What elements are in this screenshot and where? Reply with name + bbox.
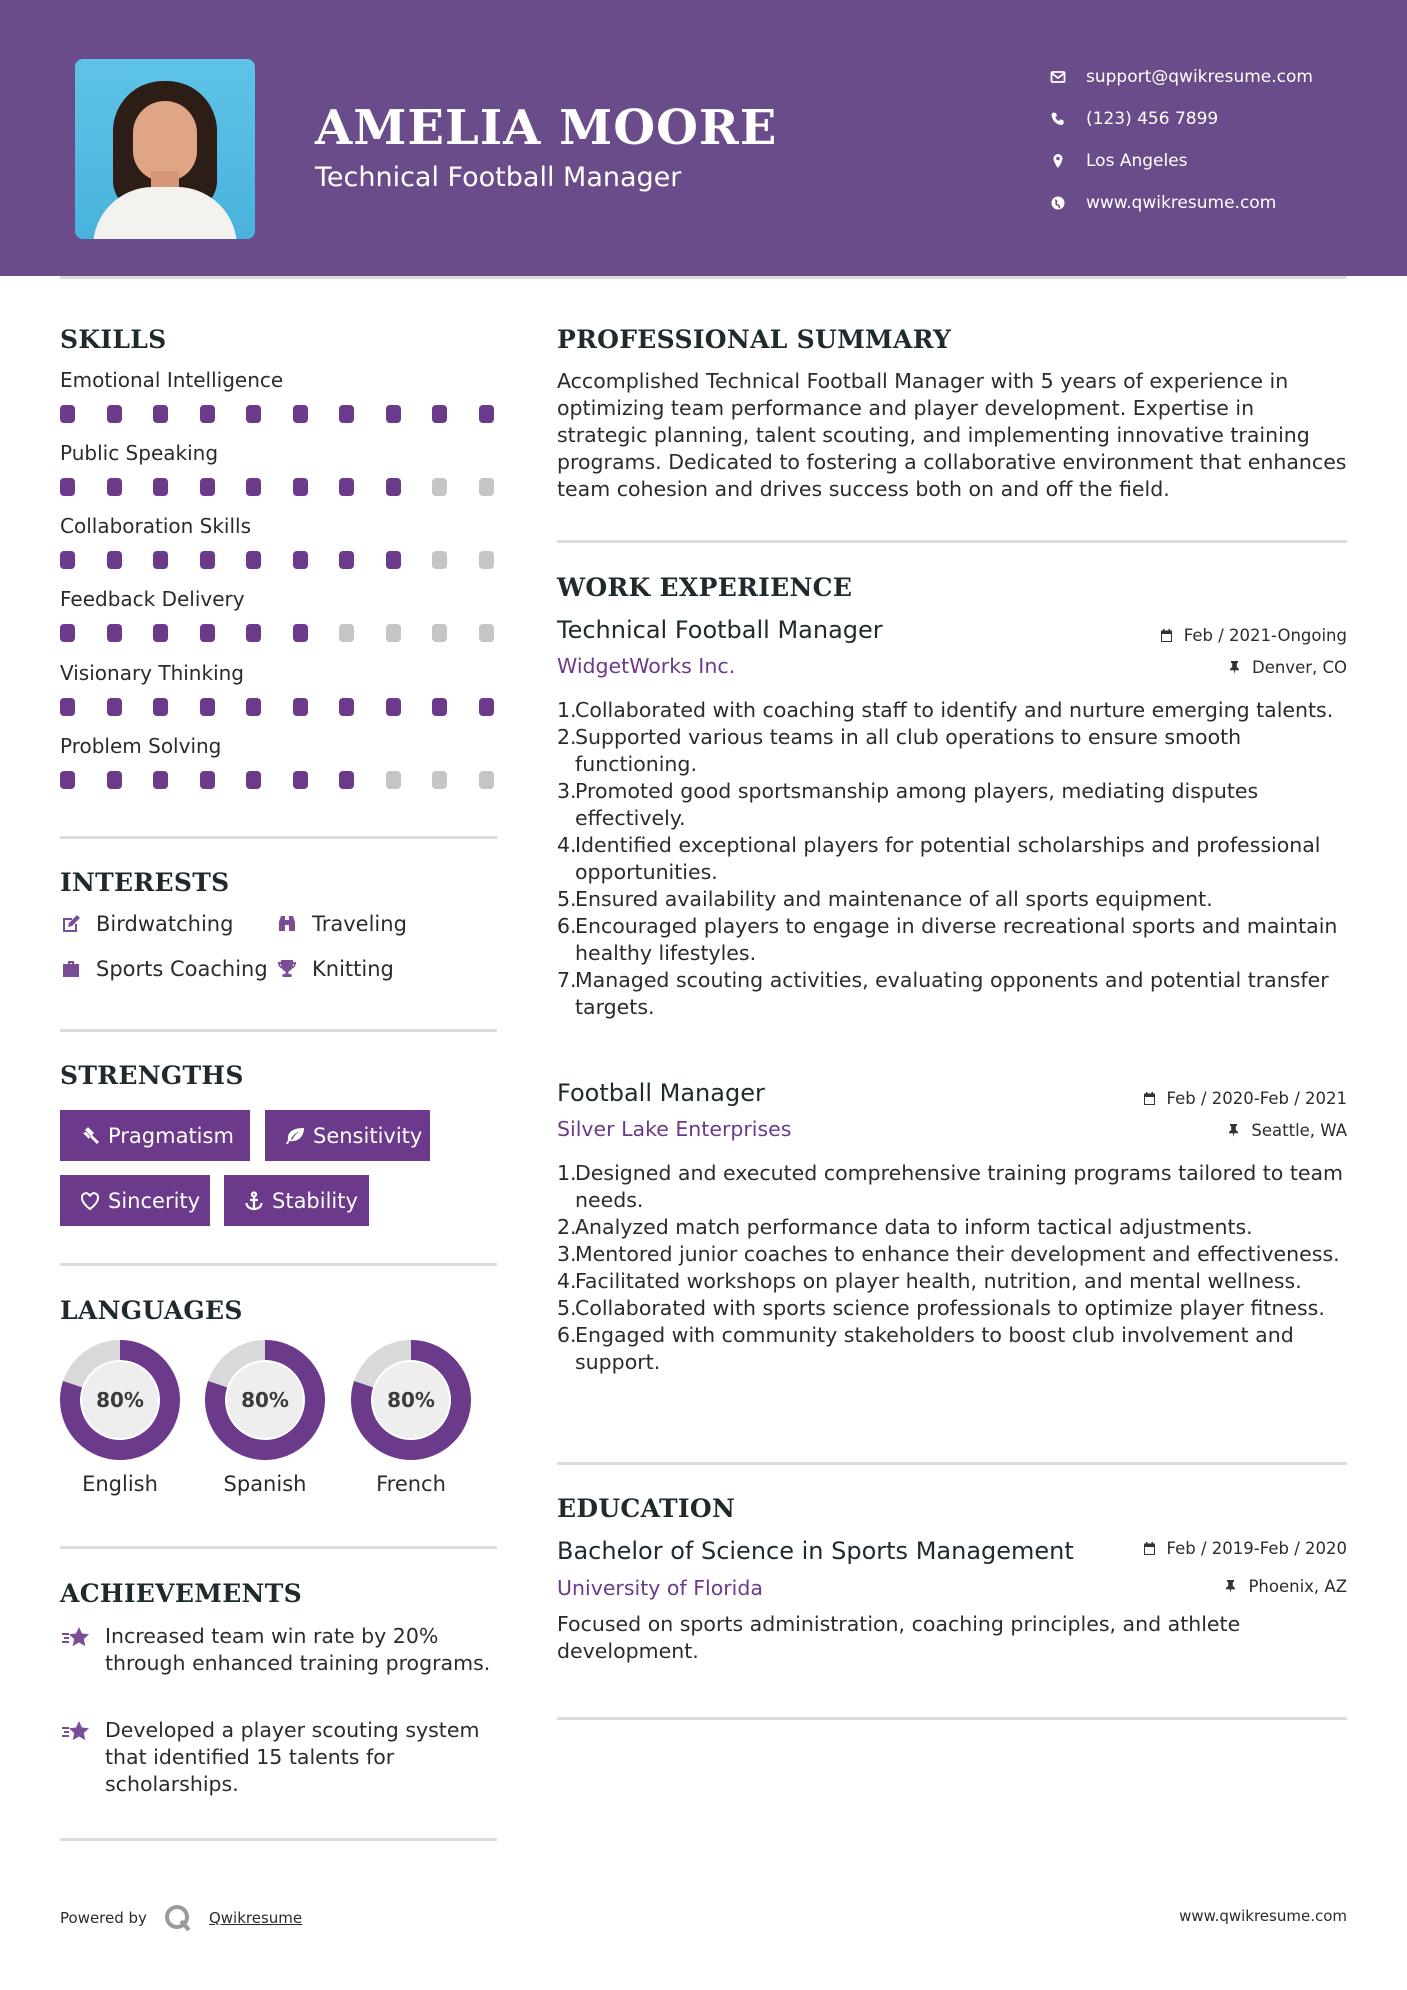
- strength-badge: [224, 1175, 369, 1226]
- list-item: 4. Facilitated workshops on player health, nutrition, and mental wellness.: [557, 1269, 1302, 1293]
- achievements-divider: [60, 1838, 497, 1841]
- skill-name: Visionary Thinking: [60, 661, 244, 685]
- school-name: University of Florida: [557, 1576, 763, 1600]
- rating-dot-filled: [153, 698, 168, 716]
- rating-dot-filled: [60, 624, 75, 642]
- rating-dot-filled: [339, 698, 354, 716]
- job-location: [1227, 658, 1347, 677]
- header-divider: [60, 276, 1347, 279]
- rating-dot-empty: [432, 478, 447, 496]
- achievement-text: Developed a player scouting system that identified 15 talents for scholarships.: [105, 1718, 480, 1796]
- interest-item: [60, 957, 268, 981]
- language-percent: 80%: [241, 1388, 289, 1412]
- skill-rating: [60, 551, 500, 569]
- education-heading: EDUCATION: [557, 1494, 736, 1523]
- strength-badge: [265, 1110, 430, 1161]
- language-gauge: [205, 1340, 325, 1460]
- bullet-text: Supported various teams in all club operations to ensure smooth functioning.: [575, 725, 1242, 776]
- briefcase-icon: [60, 958, 96, 980]
- powered-by-text: Powered by: [60, 1909, 147, 1927]
- rating-dot-filled: [339, 478, 354, 496]
- list-item: 3. Promoted good sportsmanship among players, mediating disputes effectively.: [557, 778, 1347, 832]
- rating-dot-filled: [200, 405, 215, 423]
- footer-website[interactable]: www.qwikresume.com: [1179, 1907, 1347, 1925]
- rating-dot-filled: [246, 624, 261, 642]
- rating-dot-filled: [386, 698, 401, 716]
- strength-badge: [60, 1110, 250, 1161]
- job-location-text: Seattle, WA: [1251, 1121, 1347, 1140]
- list-item: 6. Encouraged players to engage in diverse recreational sports and maintain healthy lifestyles.: [557, 913, 1347, 967]
- skill-name: Public Speaking: [60, 441, 219, 465]
- rating-dot-filled: [293, 771, 308, 789]
- rating-dot-filled: [60, 405, 75, 423]
- bullet-text: Ensured availability and maintenance of all sports equipment.: [575, 887, 1213, 911]
- binoculars-icon: [276, 913, 312, 935]
- rating-dot-empty: [386, 771, 401, 789]
- contact-location: [1050, 140, 1313, 182]
- job-title: Football Manager: [557, 1079, 765, 1107]
- gavel-icon: [72, 1125, 108, 1147]
- list-item: 5. Ensured availability and maintenance of all sports equipment.: [557, 887, 1213, 911]
- bullet-text: Managed scouting activities, evaluating opponents and potential transfer targets.: [575, 968, 1329, 1019]
- skill-name: Feedback Delivery: [60, 587, 245, 611]
- language-gauge: [60, 1340, 180, 1460]
- rating-dot-empty: [479, 624, 494, 642]
- rating-dot-empty: [479, 771, 494, 789]
- rating-dot-empty: [339, 624, 354, 642]
- rating-dot-filled: [246, 478, 261, 496]
- bullet-text: Mentored junior coaches to enhance their development and effectiveness.: [575, 1242, 1340, 1266]
- interest-item: [60, 912, 233, 936]
- rating-dot-empty: [479, 551, 494, 569]
- interests-divider: [60, 1029, 497, 1032]
- rating-dot-filled: [200, 771, 215, 789]
- strength-label: Pragmatism: [108, 1123, 234, 1148]
- skill-rating: [60, 478, 500, 496]
- summary-divider: [557, 540, 1347, 543]
- strength-label: Stability: [272, 1188, 358, 1213]
- rating-dot-filled: [479, 698, 494, 716]
- rating-dot-filled: [107, 405, 122, 423]
- list-item: 1. Designed and executed comprehensive training programs tailored to team needs.: [557, 1160, 1347, 1214]
- pin-icon: [1227, 660, 1242, 675]
- education-divider: [557, 1717, 1347, 1720]
- qwikresume-logo-icon: [163, 1903, 193, 1933]
- achievement-item: [60, 1717, 500, 1798]
- profile-photo: [75, 59, 255, 239]
- job-location: [1226, 1121, 1347, 1140]
- skill-rating: [60, 698, 500, 716]
- contact-website[interactable]: [1050, 182, 1313, 224]
- achievement-item: [60, 1623, 500, 1677]
- rating-dot-filled: [293, 551, 308, 569]
- education-location: [1223, 1577, 1347, 1596]
- job-title: Technical Football Manager: [557, 616, 883, 644]
- envelope-icon: [1050, 69, 1086, 85]
- bullet-text: Engaged with community stakeholders to boost club involvement and support.: [575, 1323, 1294, 1374]
- strength-badge: [60, 1175, 210, 1226]
- candidate-name: AMELIA MOORE: [315, 100, 778, 156]
- rating-dot-filled: [386, 405, 401, 423]
- list-item: 4. Identified exceptional players for potential scholarships and professional opportunities.: [557, 832, 1347, 886]
- job-dates-text: Feb / 2021-Ongoing: [1183, 626, 1347, 645]
- skill-rating: [60, 771, 500, 789]
- candidate-title: Technical Football Manager: [315, 162, 682, 193]
- bullet-text: Promoted good sportsmanship among players, mediating disputes effectively.: [575, 779, 1259, 830]
- job-dates: [1159, 626, 1347, 645]
- interest-label: Birdwatching: [96, 912, 234, 936]
- anchor-icon: [236, 1190, 272, 1212]
- contact-phone[interactable]: [1050, 98, 1313, 140]
- contact-list: [1050, 56, 1313, 224]
- interest-label: Traveling: [312, 912, 407, 936]
- rating-dot-filled: [60, 771, 75, 789]
- phone-icon: [1050, 111, 1086, 127]
- rating-dot-filled: [246, 698, 261, 716]
- rating-dot-empty: [386, 624, 401, 642]
- skill-rating: [60, 624, 500, 642]
- summary-text: Accomplished Technical Football Manager with 5 years of experience in optimizing team performance and player development. Expertise in strategic planning, talent scouting, and implementing innovative training programs. Dedicated to fostering a collaborative environment that enhances team cohesion and drives success both on and off the field.: [557, 369, 1347, 501]
- skill-name: Collaboration Skills: [60, 514, 252, 538]
- rating-dot-filled: [60, 698, 75, 716]
- contact-email-text: support@qwikresume.com: [1086, 67, 1313, 87]
- rating-dot-filled: [153, 624, 168, 642]
- rating-dot-filled: [432, 698, 447, 716]
- interest-label: Sports Coaching: [96, 957, 268, 981]
- rating-dot-empty: [432, 624, 447, 642]
- contact-location-text: Los Angeles: [1086, 151, 1188, 171]
- education-dates-text: Feb / 2019-Feb / 2020: [1166, 1539, 1347, 1558]
- rating-dot-filled: [479, 405, 494, 423]
- star-icon: [60, 1717, 105, 1798]
- interests-heading: INTERESTS: [60, 868, 230, 897]
- bullet-text: Collaborated with sports science professionals to optimize player fitness.: [575, 1296, 1325, 1320]
- rating-dot-filled: [153, 478, 168, 496]
- calendar-icon: [1142, 1091, 1157, 1106]
- rating-dot-filled: [60, 551, 75, 569]
- list-item: 3. Mentored junior coaches to enhance their development and effectiveness.: [557, 1242, 1340, 1266]
- languages-divider: [60, 1546, 497, 1549]
- rating-dot-filled: [386, 551, 401, 569]
- rating-dot-filled: [60, 478, 75, 496]
- skill-name: Problem Solving: [60, 734, 222, 758]
- bullet-text: Collaborated with coaching staff to identify and nurture emerging talents.: [575, 698, 1334, 722]
- company-name: WidgetWorks Inc.: [557, 654, 736, 678]
- rating-dot-filled: [246, 405, 261, 423]
- achievement-text: Increased team win rate by 20% through enhanced training programs.: [105, 1624, 491, 1675]
- language-name: Spanish: [223, 1472, 307, 1496]
- rating-dot-filled: [200, 698, 215, 716]
- achievements-heading: ACHIEVEMENTS: [60, 1579, 302, 1608]
- experience-heading: WORK EXPERIENCE: [557, 573, 853, 602]
- skill-rating: [60, 405, 500, 423]
- rating-dot-filled: [339, 551, 354, 569]
- skills-divider: [60, 836, 497, 839]
- rating-dot-filled: [153, 405, 168, 423]
- education-location-text: Phoenix, AZ: [1248, 1577, 1347, 1596]
- rating-dot-filled: [200, 624, 215, 642]
- rating-dot-filled: [293, 698, 308, 716]
- calendar-icon: [1142, 1541, 1157, 1556]
- bullet-text: Facilitated workshops on player health, nutrition, and mental wellness.: [575, 1269, 1302, 1293]
- rating-dot-filled: [107, 698, 122, 716]
- bullet-text: Identified exceptional players for potential scholarships and professional opportunities.: [575, 833, 1321, 884]
- footer-powered-by: [60, 1903, 302, 1933]
- trophy-icon: [276, 958, 312, 980]
- rating-dot-filled: [339, 405, 354, 423]
- company-name: Silver Lake Enterprises: [557, 1117, 792, 1141]
- interest-item: [276, 957, 394, 981]
- list-item: 2. Analyzed match performance data to inform tactical adjustments.: [557, 1215, 1253, 1239]
- resume-header: [0, 0, 1407, 276]
- skill-name: Emotional Intelligence: [60, 368, 284, 392]
- list-item: 1. Collaborated with coaching staff to identify and nurture emerging talents.: [557, 698, 1334, 722]
- job-bullets: [557, 1160, 1347, 1376]
- strengths-divider: [60, 1263, 497, 1266]
- rating-dot-filled: [200, 478, 215, 496]
- qwikresume-link[interactable]: Qwikresume: [208, 1909, 303, 1927]
- list-item: 2. Supported various teams in all club operations to ensure smooth functioning.: [557, 724, 1347, 778]
- rating-dot-empty: [432, 771, 447, 789]
- rating-dot-filled: [432, 405, 447, 423]
- edit-icon: [60, 913, 96, 935]
- job-location-text: Denver, CO: [1251, 658, 1347, 677]
- summary-heading: PROFESSIONAL SUMMARY: [557, 325, 952, 354]
- language-percent: 80%: [96, 1388, 144, 1412]
- language-name: French: [376, 1472, 446, 1496]
- language-name: English: [82, 1472, 158, 1496]
- rating-dot-empty: [479, 478, 494, 496]
- star-icon: [60, 1623, 105, 1677]
- map-marker-icon: [1050, 153, 1086, 169]
- job-dates-text: Feb / 2020-Feb / 2021: [1166, 1089, 1347, 1108]
- contact-website-text: www.qwikresume.com: [1086, 193, 1277, 213]
- language-percent: 80%: [387, 1388, 435, 1412]
- rating-dot-filled: [107, 478, 122, 496]
- rating-dot-filled: [246, 771, 261, 789]
- rating-dot-filled: [153, 771, 168, 789]
- job-bullets: [557, 697, 1347, 1021]
- contact-email[interactable]: [1050, 56, 1313, 98]
- list-item: 6. Engaged with community stakeholders to boost club involvement and support.: [557, 1322, 1347, 1376]
- languages-heading: LANGUAGES: [60, 1296, 243, 1325]
- rating-dot-filled: [386, 478, 401, 496]
- rating-dot-filled: [107, 624, 122, 642]
- interest-item: [276, 912, 407, 936]
- degree-title: Bachelor of Science in Sports Management: [557, 1537, 1074, 1565]
- bullet-text: Designed and executed comprehensive training programs tailored to team needs.: [575, 1161, 1343, 1212]
- strengths-heading: STRENGTHS: [60, 1061, 244, 1090]
- experience-divider: [557, 1462, 1347, 1465]
- rating-dot-filled: [200, 551, 215, 569]
- heart-icon: [72, 1190, 108, 1212]
- bullet-text: Analyzed match performance data to inform tactical adjustments.: [575, 1215, 1253, 1239]
- strength-label: Sensitivity: [313, 1123, 423, 1148]
- strength-label: Sincerity: [108, 1188, 201, 1213]
- language-gauge: [351, 1340, 471, 1460]
- list-item: 5. Collaborated with sports science professionals to optimize player fitness.: [557, 1296, 1325, 1320]
- education-description: Focused on sports administration, coaching principles, and athlete development.: [557, 1612, 1241, 1663]
- contact-phone-text: (123) 456 7899: [1086, 109, 1219, 129]
- pin-icon: [1226, 1123, 1241, 1138]
- rating-dot-empty: [432, 551, 447, 569]
- bullet-text: Encouraged players to engage in diverse recreational sports and maintain healthy lifestyles.: [575, 914, 1338, 965]
- rating-dot-filled: [293, 624, 308, 642]
- skills-heading: SKILLS: [60, 325, 167, 354]
- rating-dot-filled: [293, 478, 308, 496]
- pin-icon: [1223, 1579, 1238, 1594]
- rating-dot-filled: [246, 551, 261, 569]
- rating-dot-filled: [293, 405, 308, 423]
- globe-icon: [1050, 195, 1086, 211]
- education-dates: [1142, 1539, 1347, 1558]
- rating-dot-filled: [153, 551, 168, 569]
- leaf-icon: [277, 1125, 313, 1147]
- job-dates: [1142, 1089, 1347, 1108]
- rating-dot-filled: [339, 771, 354, 789]
- rating-dot-filled: [107, 551, 122, 569]
- list-item: 7. Managed scouting activities, evaluating opponents and potential transfer targets.: [557, 967, 1347, 1021]
- rating-dot-filled: [107, 771, 122, 789]
- interest-label: Knitting: [312, 957, 394, 981]
- calendar-icon: [1159, 628, 1174, 643]
